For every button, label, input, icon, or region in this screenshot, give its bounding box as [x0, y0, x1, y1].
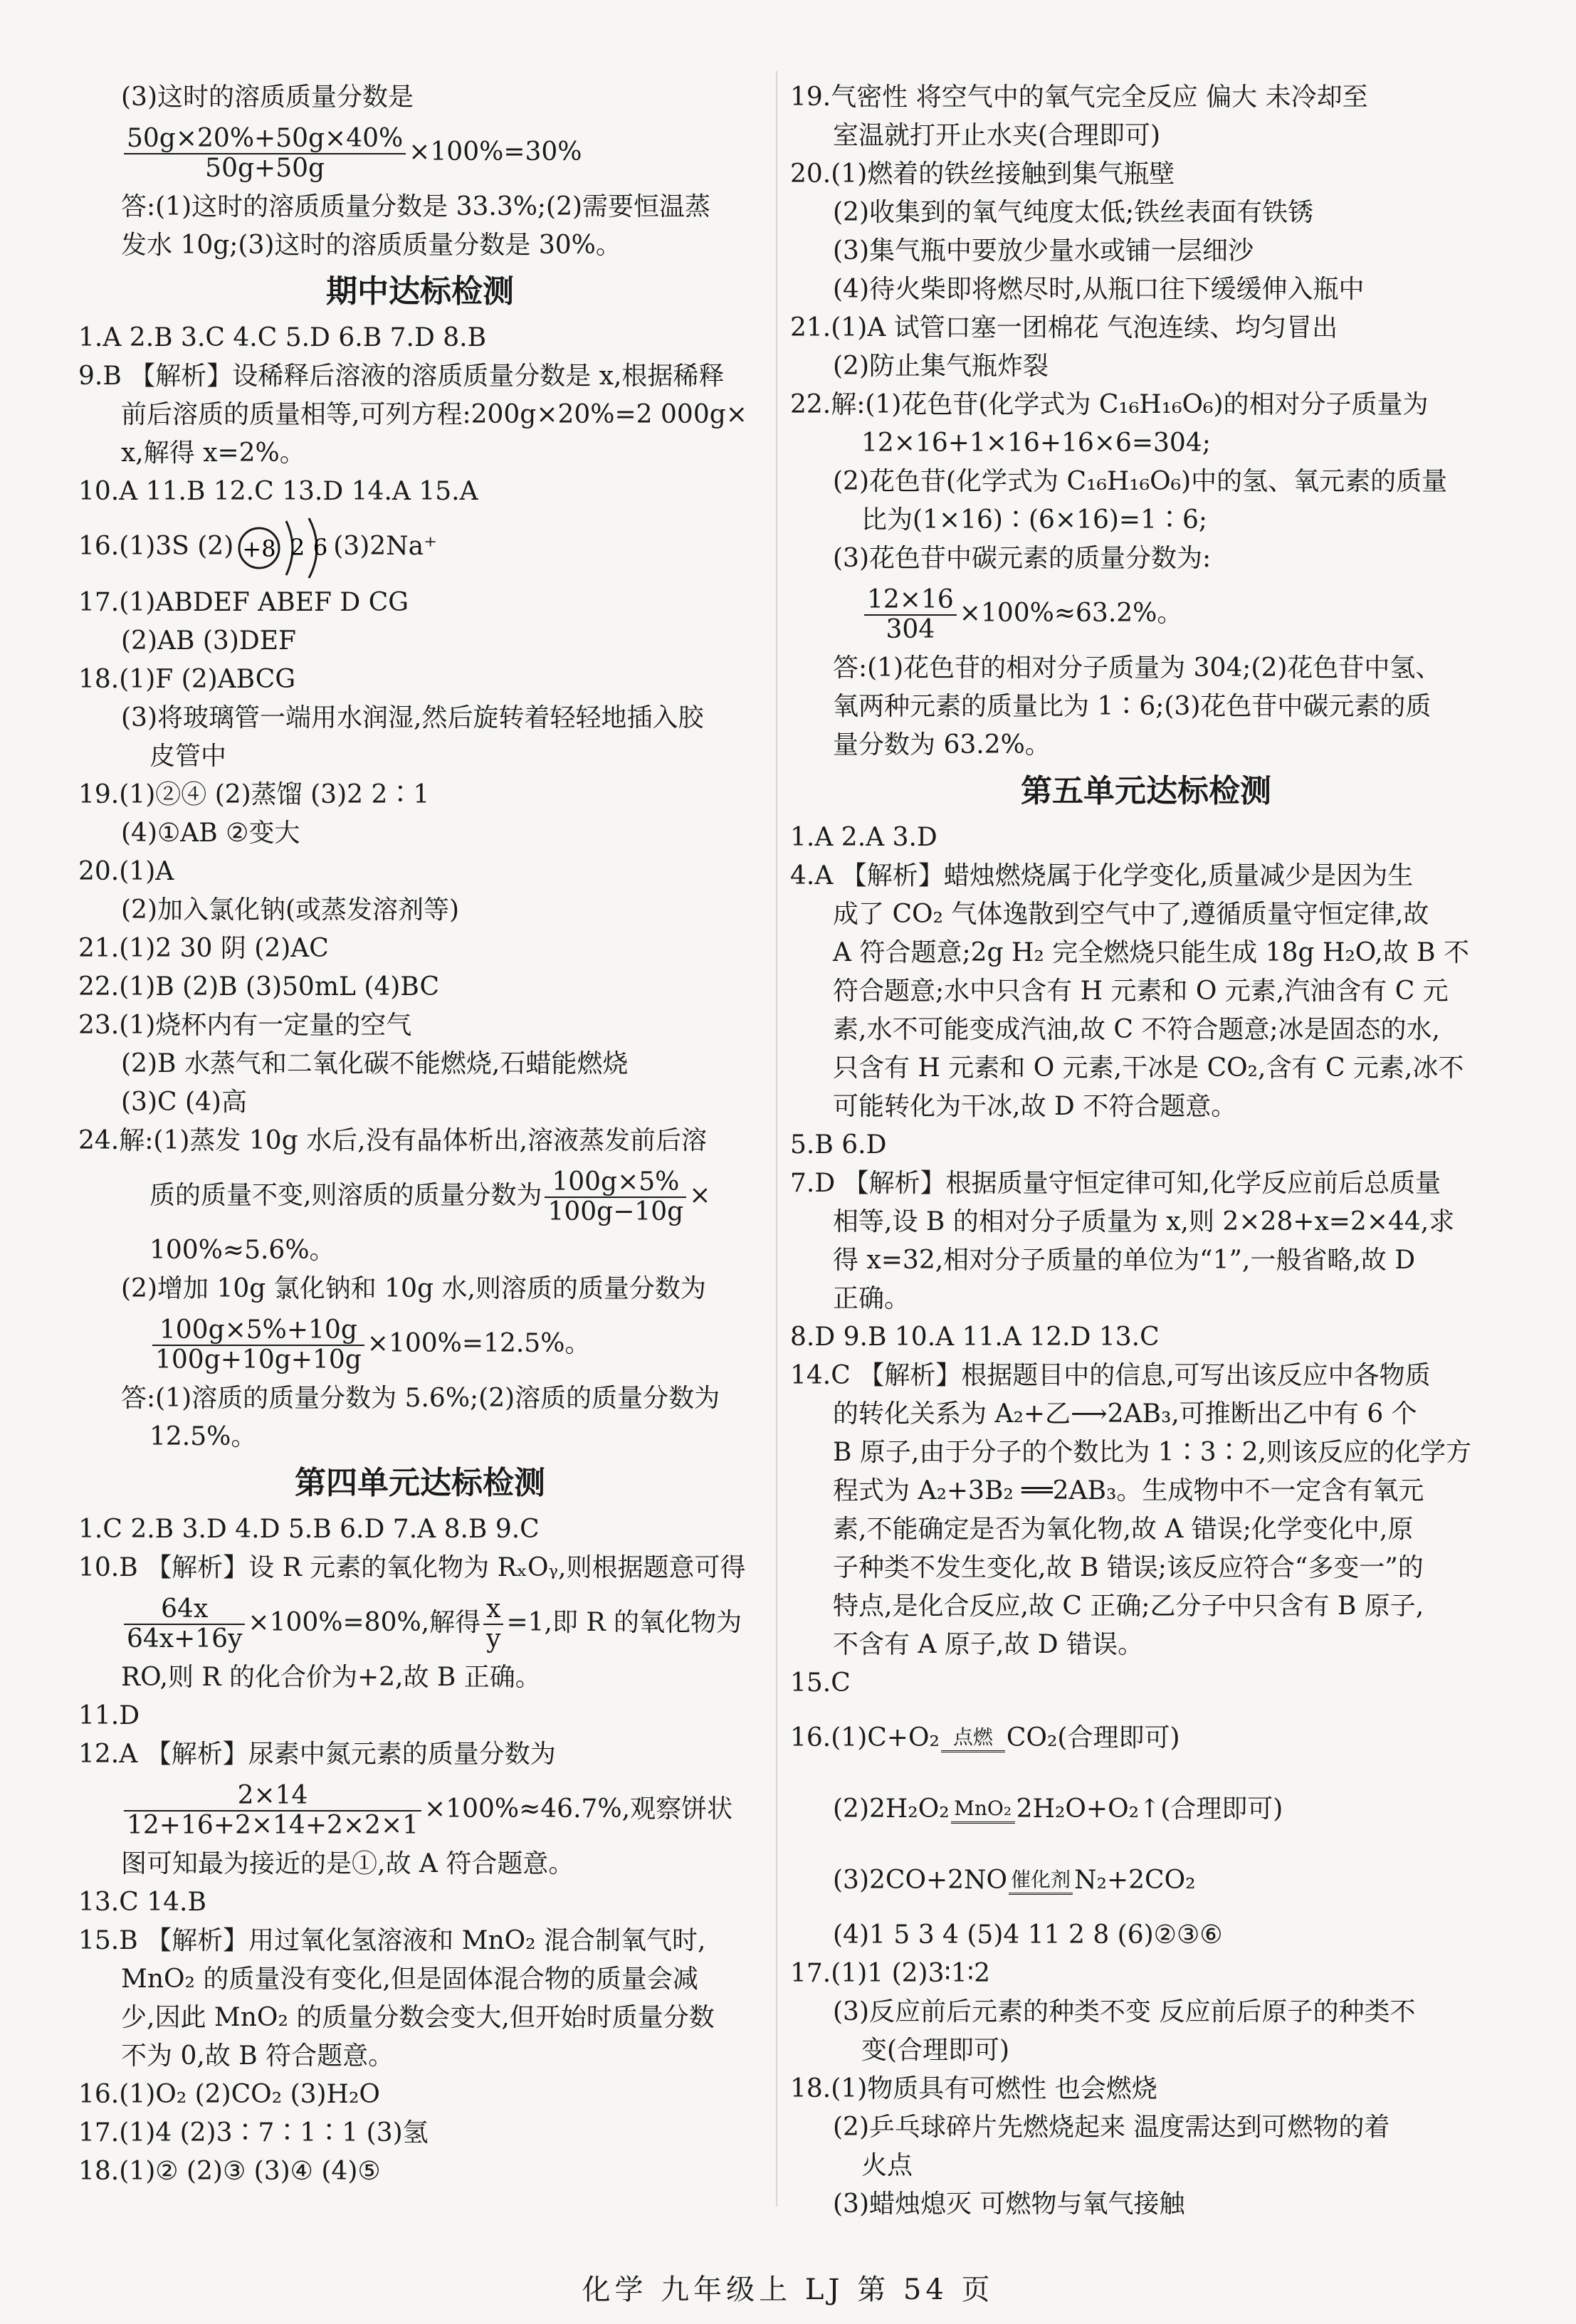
answer-line: 程式为 A₂+3B₂ ══2AB₃。生成物中不一定含有氧元	[833, 1476, 1424, 1505]
equation-products: CO₂(合理即可)	[1006, 1723, 1180, 1752]
electron-count: 2	[290, 534, 305, 561]
answer-line: 22.解:(1)花色苷(化学式为 C₁₆H₁₆O₆)的相对分子质量为	[790, 390, 1429, 419]
answer-line: 11.D	[78, 1701, 140, 1730]
answer-line: (2)乒乓球碎片先燃烧起来 温度需达到可燃物的着	[833, 2113, 1390, 2142]
answer-line: 21.(1)A 试管口塞一团棉花 气泡连续、均匀冒出	[790, 313, 1338, 342]
answer-line: (3)反应前后元素的种类不变 反应前后原子的种类不	[833, 1997, 1416, 2026]
formula-tail: ×100%=12.5%。	[367, 1329, 591, 1358]
answer-line: 18.(1)物质具有可燃性 也会燃烧	[790, 2074, 1157, 2103]
denominator: 100g+10g+10g	[155, 1345, 362, 1374]
answer-line: 19.气密性 将空气中的氧气完全反应 偏大 未冷却至	[790, 83, 1368, 112]
answer-line: 比为(1×16)∶(6×16)=1∶6;	[861, 505, 1208, 535]
answer-line: 19.(1)②④ (2)蒸馏 (3)2 2∶1	[78, 780, 430, 809]
answer-line: (3)蜡烛熄灭 可燃物与氧气接触	[833, 2189, 1185, 2219]
answer-line: 100%≈5.6%。	[149, 1236, 335, 1265]
answer-line: 10.B 【解析】设 R 元素的氧化物为 RₓOᵧ,则根据题意可得	[78, 1553, 746, 1582]
answer-line: (2)花色苷(化学式为 C₁₆H₁₆O₆)中的氢、氧元素的质量	[833, 467, 1448, 496]
reaction-condition: 催化剂	[1011, 1867, 1071, 1891]
formula-tail: =1,即 R 的氧化物为	[506, 1608, 742, 1637]
answer-line: 相等,设 B 的相对分子质量为 x,则 2×28+x=2×44,求	[833, 1207, 1455, 1236]
answer-line: 12×16+1×16+16×6=304;	[861, 428, 1211, 458]
section-heading-midterm: 期中达标检测	[326, 273, 514, 310]
answer-line: 9.B 【解析】设稀释后溶液的溶质质量分数是 x,根据稀释	[78, 362, 725, 391]
formula-line	[78, 1587, 762, 1658]
answer-line: RO,则 R 的化合价为+2,故 B 正确。	[121, 1663, 541, 1692]
answer-line: (2)B 水蒸气和二氧化碳不能燃烧,石蜡能燃烧	[121, 1049, 629, 1078]
formula-tail: ×100%=30%	[409, 137, 582, 167]
answer-line: 符合题意;水中只含有 H 元素和 O 元素,汽油含有 C 元	[833, 977, 1449, 1006]
fraction	[124, 1782, 421, 1839]
reaction-condition: 点燃	[952, 1725, 993, 1749]
answer-line: x,解得 x=2%。	[121, 438, 305, 468]
answer-line: 变(合理即可)	[861, 2036, 1010, 2065]
numerator: 50g×20%+50g×40%	[124, 125, 406, 154]
reaction-arrow	[951, 1796, 1015, 1824]
answer-line: 素,不能确定是否为氧化物,故 A 错误;化学变化中,原	[833, 1515, 1414, 1544]
answer-text: (3)2Na⁺	[333, 532, 438, 561]
answer-line: 火点	[861, 2151, 913, 2180]
column-divider	[776, 71, 777, 2207]
answer-line: (3)花色苷中碳元素的质量分数为:	[833, 544, 1212, 573]
answer-line: 8.D 9.B 10.A 11.A 12.D 13.C	[790, 1323, 1160, 1352]
fraction	[483, 1595, 503, 1653]
answer-line: 4.A 【解析】蜡烛燃烧属于化学变化,质量减少是因为生	[790, 861, 1414, 890]
answer-line: 图可知最为接近的是①,故 A 符合题意。	[121, 1849, 574, 1878]
right-column	[790, 78, 1502, 2224]
formula-line	[78, 117, 762, 188]
answer-line: 10.A 11.B 12.C 13.D 14.A 15.A	[78, 477, 478, 506]
reaction-arrow	[941, 1725, 1005, 1752]
text-line: (3)这时的溶质质量分数是	[121, 83, 414, 112]
section-heading-unit4: 第四单元达标检测	[295, 1465, 545, 1501]
answer-line: 素,水不可能变成汽油,故 C 不符合题意;冰是固态的水,	[833, 1015, 1440, 1044]
answer-line: (4)待火柴即将燃尽时,从瓶口往下缓缓伸入瓶中	[833, 275, 1365, 304]
answer-line: 成了 CO₂ 气体逸散到空气中了,遵循质量守恒定律,故	[833, 900, 1429, 929]
fraction	[124, 1595, 245, 1653]
answer-line: MnO₂ 的质量没有变化,但是固体混合物的质量会减	[121, 1965, 698, 1994]
answer-line: 只含有 H 元素和 O 元素,干冰是 CO₂,含有 C 元素,冰不	[833, 1053, 1464, 1083]
answer-line: 17.(1)ABDEF ABEF D CG	[78, 588, 409, 617]
fraction	[545, 1168, 686, 1226]
denominator: 100g−10g	[547, 1197, 684, 1226]
answer-line: (2)AB (3)DEF	[121, 626, 297, 656]
equation-line	[790, 1703, 1502, 1774]
answer-line: 1.A 2.B 3.C 4.C 5.D 6.B 7.D 8.B	[78, 323, 487, 352]
answer-line: 答:(1)溶质的质量分数为 5.6%;(2)溶质的质量分数为	[121, 1384, 720, 1413]
fraction	[124, 125, 406, 182]
answer-line: 16.(1)O₂ (2)CO₂ (3)H₂O	[78, 2080, 380, 2109]
answer-line: 不含有 A 原子,故 D 错误。	[833, 1630, 1144, 1659]
answer-line: 17.(1)1 (2)3∶1∶2	[790, 1959, 991, 1988]
denominator: 304	[886, 615, 935, 644]
answer-line: 前后溶质的质量相等,可列方程:200g×20%=2 000g×	[121, 400, 747, 429]
numerator: 100g×5%+10g	[152, 1316, 364, 1346]
formula-text: ×100%=80%,解得	[248, 1608, 481, 1637]
formula-tail: ×	[689, 1181, 711, 1210]
answer-line: (2)收集到的氧气纯度太低;铁丝表面有铁锈	[833, 198, 1314, 227]
answer-line	[78, 511, 762, 584]
denominator: 64x+16y	[127, 1624, 243, 1653]
answer-line: (2)防止集气瓶炸裂	[833, 352, 1049, 381]
answer-line: (4)①AB ②变大	[121, 819, 300, 848]
answer-line: 24.解:(1)蒸发 10g 水后,没有晶体析出,溶液蒸发前后溶	[78, 1126, 708, 1155]
answer-line: 不为 0,故 B 符合题意。	[121, 2041, 394, 2071]
formula-line	[78, 1160, 762, 1231]
answer-line: 氧两种元素的质量比为 1∶6;(3)花色苷中碳元素的质	[833, 692, 1431, 721]
fraction	[152, 1316, 364, 1374]
answer-line: 1.C 2.B 3.D 4.D 5.B 6.D 7.A 8.B 9.C	[78, 1515, 540, 1544]
answer-line: 的转化关系为 A₂+乙⟶2AB₃,可推断出乙中有 6 个	[833, 1399, 1417, 1429]
answer-line: 1.A 2.A 3.D	[790, 823, 937, 852]
equation-line	[790, 1774, 1502, 1845]
answer-line: 17.(1)4 (2)3∶7∶1∶1 (3)氢	[78, 2118, 429, 2147]
answer-line: 子种类不发生变化,故 B 错误;该反应符合“多变一”的	[833, 1553, 1424, 1582]
denominator: 50g+50g	[205, 154, 325, 183]
formula-line	[790, 578, 1502, 649]
formula-line	[78, 1774, 762, 1845]
text-line: 发水 10g;(3)这时的溶质质量分数是 30%。	[121, 231, 621, 260]
formula-tail: ×100%≈63.2%。	[959, 599, 1183, 628]
reaction-condition: MnO₂	[954, 1796, 1012, 1820]
numerator: 64x	[124, 1595, 245, 1625]
equation-reactants: (3)2CO+2NO	[833, 1866, 1008, 1895]
answer-line: B 原子,由于分子的个数比为 1∶3∶2,则该反应的化学方	[833, 1438, 1471, 1467]
answer-line: (3)C (4)高	[121, 1088, 247, 1117]
answer-line: 5.B 6.D	[790, 1130, 887, 1160]
answer-line: (2)增加 10g 氯化钠和 10g 水,则溶质的质量分数为	[121, 1274, 706, 1303]
formula-line	[78, 1308, 762, 1379]
text-line: 答:(1)这时的溶质质量分数是 33.3%;(2)需要恒温蒸	[121, 192, 711, 221]
equation-reactants: 16.(1)C+O₂	[790, 1723, 940, 1752]
reaction-arrow	[1009, 1867, 1073, 1895]
answer-line: 答:(1)花色苷的相对分子质量为 304;(2)花色苷中氢、	[833, 653, 1441, 683]
numerator: 2×14	[124, 1782, 421, 1812]
answer-line: (3)集气瓶中要放少量水或铺一层细沙	[833, 236, 1254, 265]
answer-line: 18.(1)F (2)ABCG	[78, 665, 296, 694]
answer-line: 12.A 【解析】尿素中氮元素的质量分数为	[78, 1740, 556, 1769]
numerator: 100g×5%	[545, 1168, 686, 1198]
answer-line: 少,因此 MnO₂ 的质量分数会变大,但开始时质量分数	[121, 2003, 715, 2032]
answer-line: 14.C 【解析】根据题目中的信息,可写出该反应中各物质	[790, 1361, 1431, 1390]
answer-line: 7.D 【解析】根据质量守恒定律可知,化学反应前后总质量	[790, 1169, 1441, 1198]
answer-line: 正确。	[833, 1284, 910, 1313]
equation-reactants: (2)2H₂O₂	[833, 1794, 950, 1824]
answer-line: 15.B 【解析】用过氧化氢溶液和 MnO₂ 混合制氧气时,	[78, 1926, 706, 1955]
atom-structure-svg	[233, 512, 333, 584]
answer-line: (2)加入氯化钠(或蒸发溶剂等)	[121, 895, 460, 925]
fraction	[864, 586, 957, 643]
answer-line: 13.C 14.B	[78, 1888, 206, 1917]
equation-products: N₂+2CO₂	[1074, 1866, 1196, 1895]
answer-line: 室温就打开止水夹(合理即可)	[833, 121, 1161, 150]
answer-line: (3)将玻璃管一端用水润湿,然后旋转着轻轻地插入胶	[121, 703, 704, 732]
equation-products: 2H₂O+O₂↑(合理即可)	[1016, 1794, 1283, 1824]
left-column	[78, 78, 762, 2191]
answer-line: A 符合题意;2g H₂ 完全燃烧只能生成 18g H₂O,故 B 不	[833, 938, 1469, 967]
denominator: y	[486, 1624, 501, 1653]
numerator: 12×16	[864, 586, 957, 616]
nucleus-charge: +8	[242, 535, 276, 562]
answer-line: 得 x=32,相对分子质量的单位为“1”,一般省略,故 D	[833, 1246, 1416, 1275]
equation-line	[790, 1845, 1502, 1916]
formula-tail: ×100%≈46.7%,观察饼状	[424, 1794, 733, 1824]
section-heading-unit5: 第五单元达标检测	[1021, 773, 1271, 809]
answer-line: 20.(1)燃着的铁丝接触到集气瓶壁	[790, 159, 1175, 189]
answer-line: 可能转化为干冰,故 D 不符合题意。	[833, 1092, 1237, 1121]
numerator: x	[483, 1595, 503, 1625]
page-footer: 化学 九年级上 LJ 第 54 页	[582, 2273, 994, 2306]
denominator: 12+16+2×14+2×2×1	[127, 1811, 419, 1840]
answer-line: 21.(1)2 30 阴 (2)AC	[78, 934, 329, 963]
atom-structure-diagram	[233, 512, 333, 584]
answer-line: 23.(1)烧杯内有一定量的空气	[78, 1011, 412, 1040]
answer-line: 22.(1)B (2)B (3)50mL (4)BC	[78, 972, 439, 1001]
electron-count: 6	[313, 534, 328, 561]
answer-line: 皮管中	[149, 742, 227, 771]
answer-line: 量分数为 63.2%。	[833, 730, 1051, 759]
answer-line: (4)1 5 3 4 (5)4 11 2 8 (6)②③⑥	[833, 1920, 1223, 1950]
answer-text: 16.(1)3S (2)	[78, 532, 234, 561]
answer-line: 特点,是化合反应,故 C 正确;乙分子中只含有 B 原子,	[833, 1592, 1424, 1621]
answer-line: 15.C	[790, 1668, 851, 1698]
answer-line: 18.(1)② (2)③ (3)④ (4)⑤	[78, 2157, 381, 2186]
answer-text: 质的质量不变,则溶质的质量分数为	[149, 1181, 542, 1210]
answer-line: 20.(1)A	[78, 857, 174, 886]
answer-line: 12.5%。	[149, 1422, 257, 1451]
